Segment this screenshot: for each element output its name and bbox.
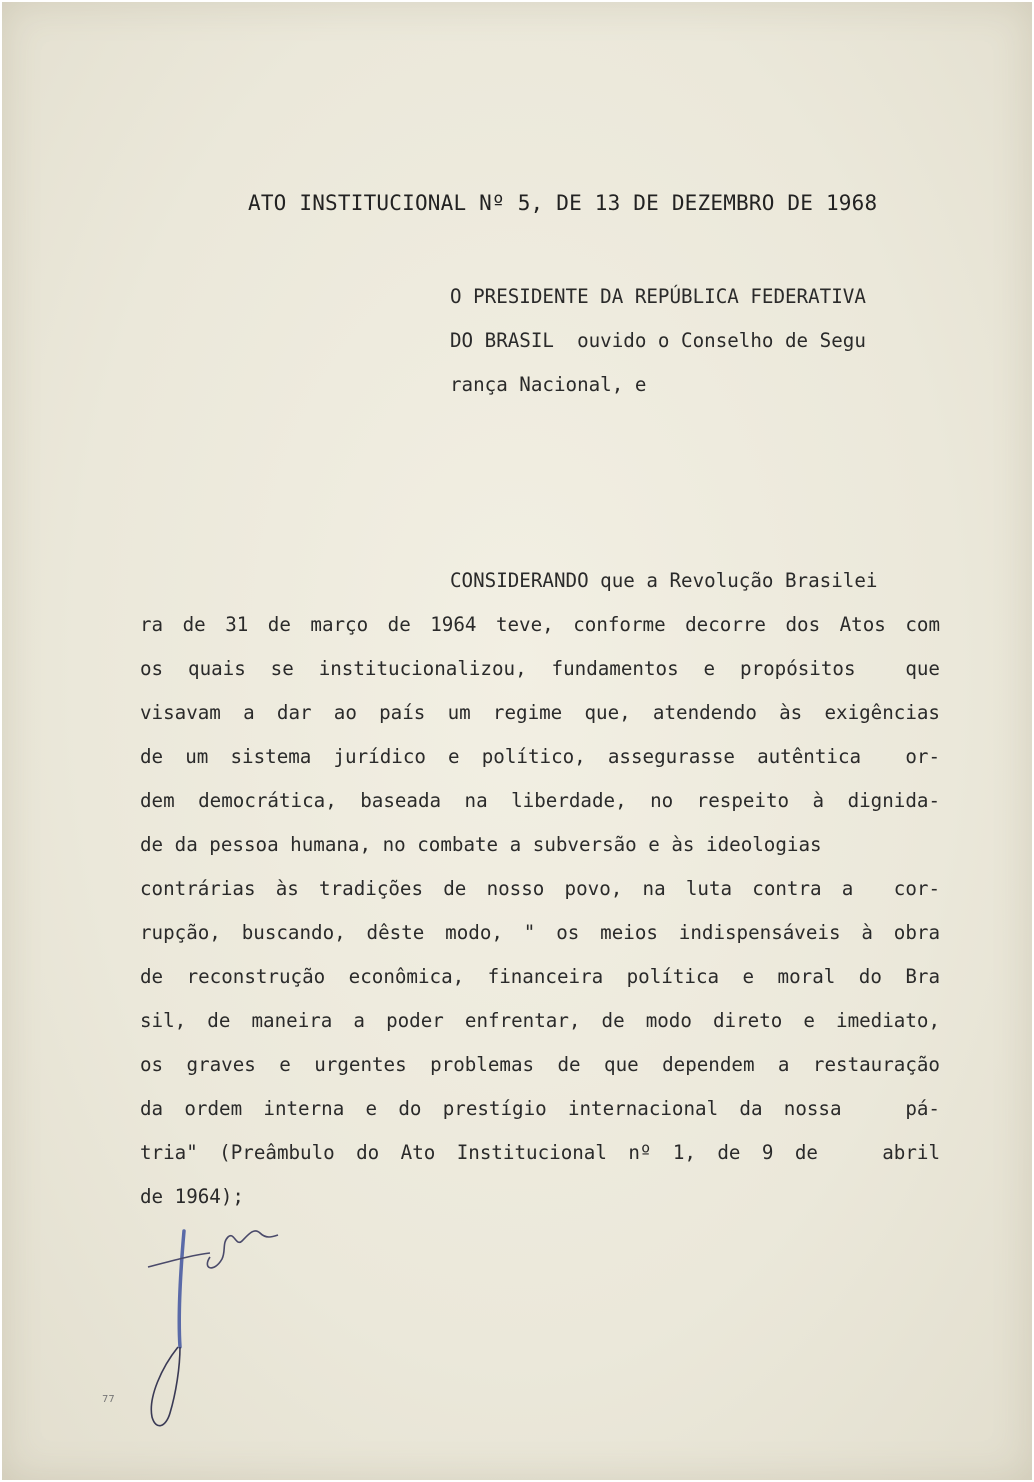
paragraph-line: sil, de maneira a poder enfrentar, de modo direto e imediato, bbox=[140, 1009, 940, 1032]
paragraph-line: da ordem interna e do prestígio internacional da nossa pá- bbox=[140, 1097, 940, 1120]
margin-mark: 77 bbox=[102, 1394, 115, 1405]
document-title: ATO INSTITUCIONAL Nº 5, DE 13 DE DEZEMBRO DE 1968 bbox=[248, 191, 878, 215]
considerando-paragraph bbox=[140, 559, 940, 1219]
paragraph-line: CONSIDERANDO que a Revolução Brasilei bbox=[450, 569, 878, 592]
preamble-line: DO BRASIL ouvido o Conselho de Segu bbox=[450, 329, 866, 352]
document-page bbox=[2, 2, 1032, 1480]
preamble-line: O PRESIDENTE DA REPÚBLICA FEDERATIVA bbox=[450, 285, 866, 308]
paragraph-line: de um sistema jurídico e político, assegurasse autêntica or- bbox=[140, 745, 940, 768]
handwritten-signature bbox=[122, 1217, 302, 1437]
preamble bbox=[450, 275, 930, 407]
paragraph-line: dem democrática, baseada na liberdade, no respeito à dignida- bbox=[140, 789, 940, 812]
paragraph-line: os graves e urgentes problemas de que dependem a restauração bbox=[140, 1053, 940, 1076]
paragraph-line: os quais se institucionalizou, fundamentos e propósitos que bbox=[140, 657, 940, 680]
paragraph-line: visavam a dar ao país um regime que, atendendo às exigências bbox=[140, 701, 940, 724]
paragraph-line: ra de 31 de março de 1964 teve, conforme decorre dos Atos com bbox=[140, 613, 940, 636]
paragraph-line: de da pessoa humana, no combate a subversão e às ideologias bbox=[140, 833, 822, 856]
paragraph-line: rupção, buscando, dêste modo, " os meios indispensáveis à obra bbox=[140, 921, 940, 944]
paragraph-line: tria" (Preâmbulo do Ato Institucional nº 1, de 9 de abril bbox=[140, 1141, 940, 1164]
paragraph-line: contrárias às tradições de nosso povo, na luta contra a cor- bbox=[140, 877, 940, 900]
paragraph-line: de reconstrução econômica, financeira política e moral do Bra bbox=[140, 965, 940, 988]
preamble-line: rança Nacional, e bbox=[450, 373, 647, 396]
paragraph-line: de 1964); bbox=[140, 1185, 244, 1208]
